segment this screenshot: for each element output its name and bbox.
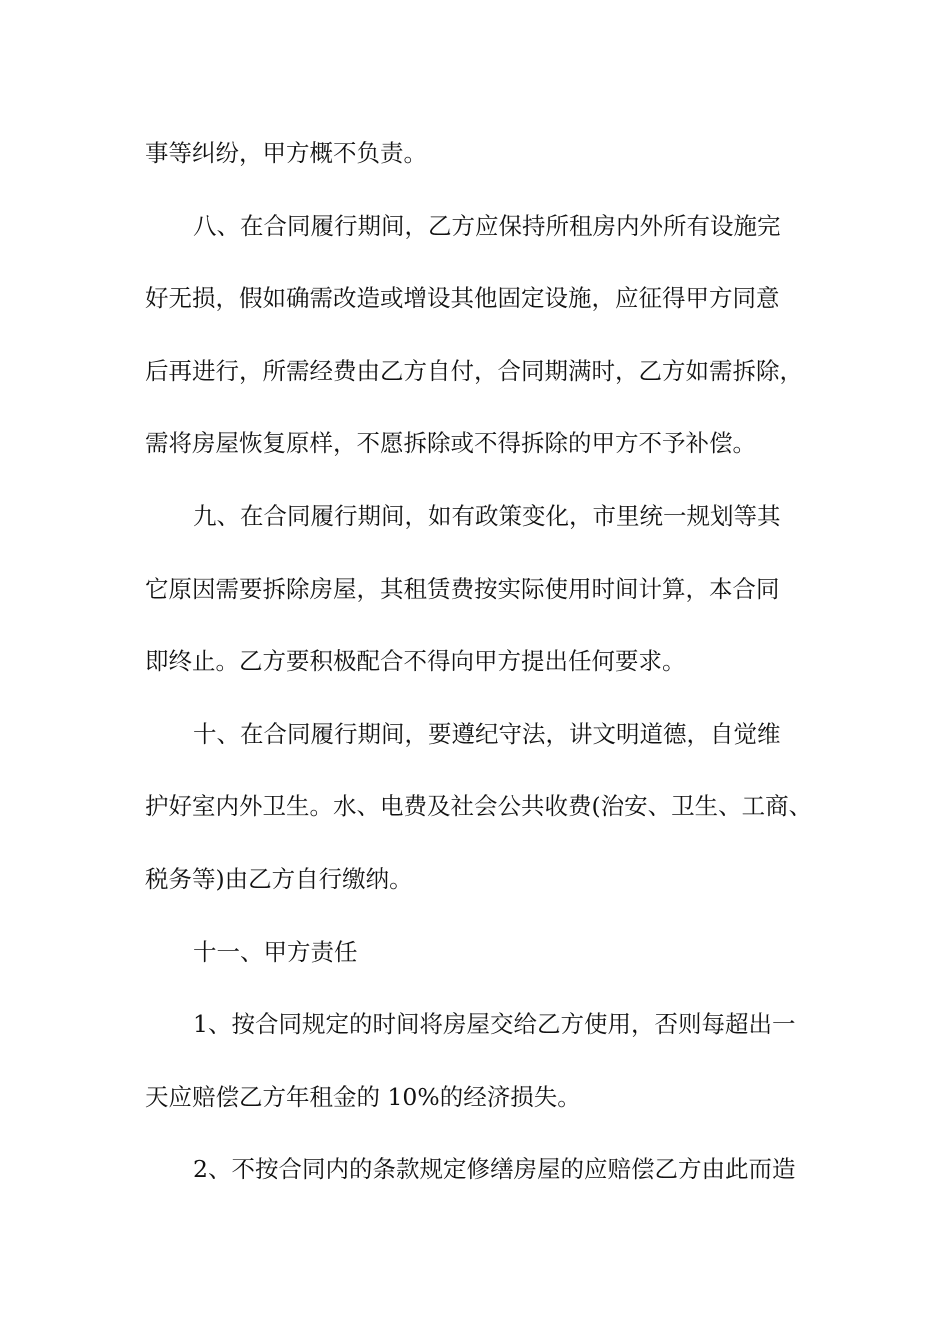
text-line: 需将房屋恢复原样，不愿拆除或不得拆除的甲方不予补偿。: [145, 429, 756, 458]
text-line: 税务等)由乙方自行缴纳。: [145, 864, 413, 893]
text-line: 十、在合同履行期间，要遵纪守法，讲文明道德，自觉维: [193, 719, 781, 748]
text-line: 1、按合同规定的时间将房屋交给乙方使用，否则每超出一: [193, 1010, 796, 1039]
text-line: 天应赔偿乙方年租金的 10%的经济损失。: [145, 1082, 581, 1111]
text-line: 它原因需要拆除房屋，其租赁费按实际使用时间计算，本合同: [145, 574, 780, 603]
text-line: 护好室内外卫生。水、电费及社会公共收费(治安、卫生、工商、: [145, 792, 813, 821]
text-line: 即终止。乙方要积极配合不得向甲方提出任何要求。: [145, 647, 686, 676]
document-body: [145, 128, 825, 1217]
text-line: 八、在合同履行期间，乙方应保持所租房内外所有设施完: [193, 211, 781, 240]
text-line: 后再进行，所需经费由乙方自付，合同期满时，乙方如需拆除，: [145, 356, 803, 385]
text-line: 事等纠纷，甲方概不负责。: [145, 139, 427, 167]
text-line: 好无损，假如确需改造或增设其他固定设施，应征得甲方同意: [145, 284, 780, 313]
text-line: 九、在合同履行期间，如有政策变化，市里统一规划等其: [193, 501, 781, 530]
section-heading: 十一、甲方责任: [193, 937, 358, 966]
text-line: 2、不按合同内的条款规定修缮房屋的应赔偿乙方由此而造: [193, 1155, 796, 1184]
